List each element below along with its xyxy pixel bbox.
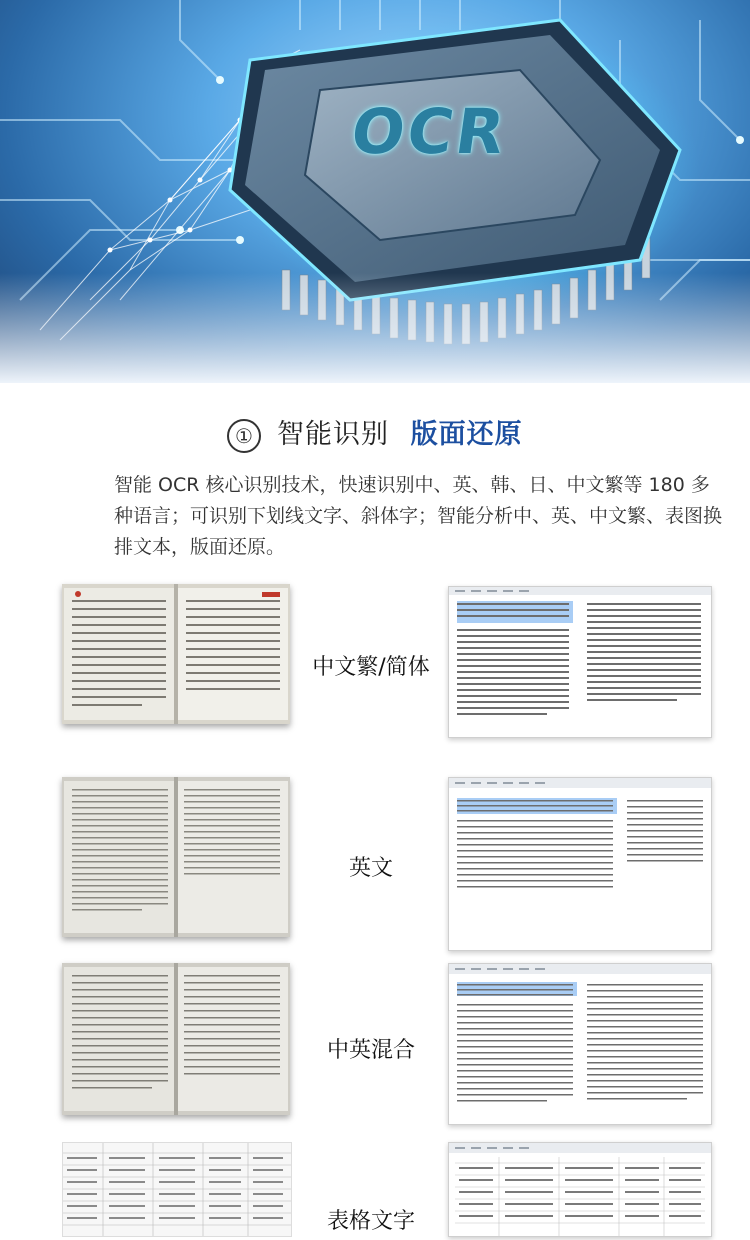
section-number: ① xyxy=(227,419,261,453)
section-title-accent: 版面还原 xyxy=(410,419,523,450)
example-label: 中英混合 xyxy=(326,1038,415,1063)
section-description: 智能 OCR 核心识别技术，快速识别中、英、韩、日、中文繁等 180 多种语言；可识别下划线文字、斜体字；智能分析中、英、中文繁、表图换排文本，版面还原。 xyxy=(114,474,723,558)
example-label: 英文 xyxy=(348,856,393,881)
example-label: 表格文字 xyxy=(326,1209,415,1234)
section-title-main: 智能识别 xyxy=(277,419,389,450)
screenshot-mixed xyxy=(448,963,712,1125)
book-photo-mixed xyxy=(62,963,290,1115)
example-label: 中文繁/简体 xyxy=(312,655,430,680)
screenshot-table xyxy=(448,1142,712,1237)
screenshot-english xyxy=(448,777,712,951)
hero-banner xyxy=(0,0,750,383)
book-photo-english xyxy=(62,777,290,937)
book-photo-chinese xyxy=(62,584,290,724)
ocr-chip-text: OCR xyxy=(346,95,513,168)
book-photo-table xyxy=(62,1142,292,1237)
section-heading xyxy=(0,412,750,453)
screenshot-chinese xyxy=(448,586,712,738)
